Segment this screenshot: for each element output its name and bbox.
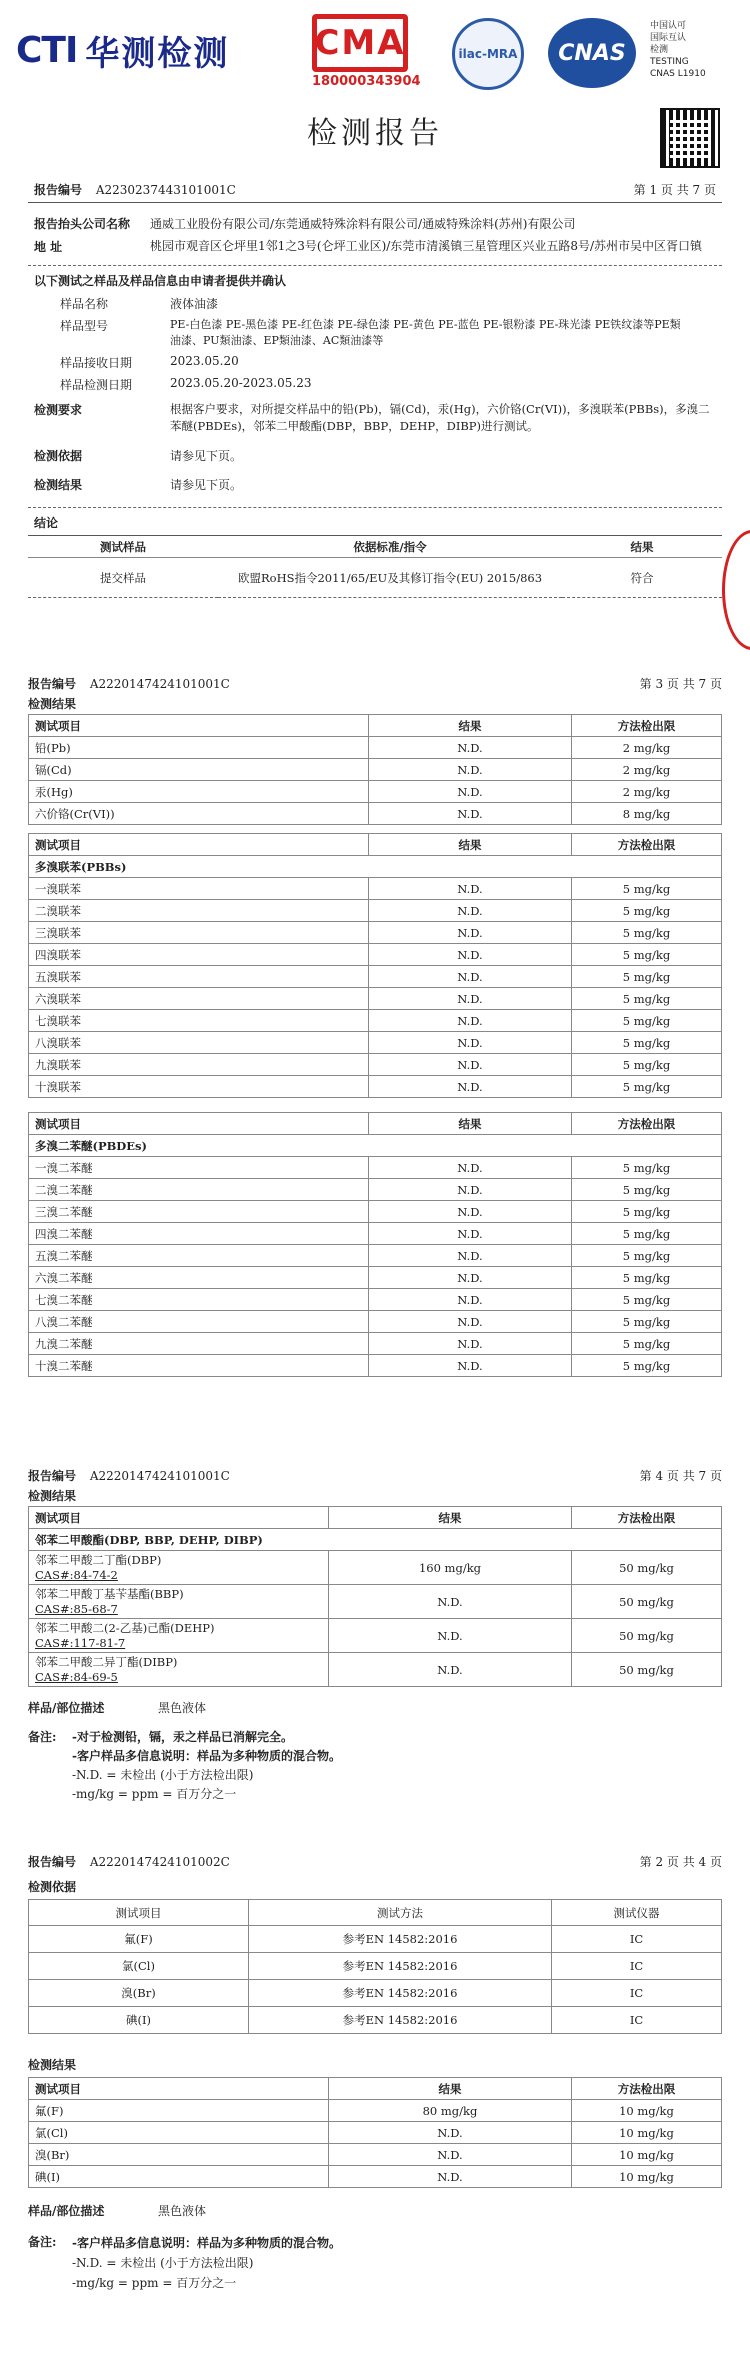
table-row — [29, 2100, 722, 2122]
cell-value: N.D. — [369, 1076, 572, 1098]
note-line: -客户样品多信息说明：样品为多种物质的混合物。 — [72, 2236, 341, 2250]
group-title: 多溴联苯(PBBs) — [29, 856, 722, 878]
cell-value: N.D. — [369, 1201, 572, 1223]
col-header: 测试项目 — [29, 2078, 329, 2100]
report-no-label: 报告编号 — [28, 676, 77, 691]
cell-value: N.D. — [369, 988, 572, 1010]
cell-value: N.D. — [369, 1355, 572, 1377]
table-row — [29, 759, 722, 781]
test-date-label: 样品检测日期 — [60, 378, 133, 392]
cell-item: 氯(Cl) — [29, 2122, 329, 2144]
cell-item: 六溴联苯 — [29, 988, 369, 1010]
col-header: 测试项目 — [29, 1113, 369, 1135]
note-line: -mg/kg = ppm = 百万分之一 — [72, 1787, 237, 1801]
sample-name-value: 液体油漆 — [170, 297, 219, 311]
table-row — [29, 1926, 722, 1953]
cell-item: 三溴联苯 — [29, 922, 369, 944]
table-row — [29, 1223, 722, 1245]
cell-limit: IC — [552, 1926, 722, 1953]
cell-limit: 5 mg/kg — [572, 1054, 722, 1076]
cell-limit: 5 mg/kg — [572, 1267, 722, 1289]
substance-name: 邻苯二甲酸二异丁酯(DIBP) — [35, 1654, 178, 1669]
report-no-label: 报告编号 — [34, 182, 83, 197]
sample-model-value: PE-白色漆 PE-黑色漆 PE-红色漆 PE-绿色漆 PE-黄色 PE-蓝色 PE-银粉漆 PE-珠光漆 PE铁纹漆等PE類油漆、PU類油漆、EP類油漆、AC類油漆等 — [170, 318, 681, 347]
cell-limit: 5 mg/kg — [572, 878, 722, 900]
sample-desc-value: 黑色液体 — [158, 2204, 207, 2218]
table-row — [29, 1076, 722, 1098]
table-row — [29, 1551, 722, 1585]
cnas-line: CNAS L1910 — [650, 69, 706, 79]
cell-limit: 5 mg/kg — [572, 1179, 722, 1201]
cell-item: 二溴二苯醚 — [29, 1179, 369, 1201]
cell-value: N.D. — [369, 1311, 572, 1333]
report-header — [0, 0, 750, 151]
conclusion-result: 符合 — [630, 570, 654, 585]
cell-limit: 5 mg/kg — [572, 900, 722, 922]
table-row — [29, 2122, 722, 2144]
cell-item: 氟(F) — [29, 1926, 249, 1953]
section-title: 检测依据 — [28, 1880, 77, 1894]
cell-value: N.D. — [329, 1619, 572, 1653]
note-line: -N.D. = 未检出 (小于方法检出限) — [72, 2256, 254, 2270]
table-row — [29, 922, 722, 944]
cas-number: CAS#:85-68-7 — [35, 1601, 118, 1616]
conclusion-table — [28, 535, 722, 598]
table-row — [29, 1289, 722, 1311]
report-no-label: 报告编号 — [28, 1854, 77, 1869]
cell-item: 六溴二苯醚 — [29, 1267, 369, 1289]
address-label: 地 址 — [34, 240, 63, 254]
col-header: 结果 — [329, 1507, 572, 1529]
col-header: 测试项目 — [29, 834, 369, 856]
cell-value: N.D. — [369, 900, 572, 922]
cell-item: 九溴二苯醚 — [29, 1333, 369, 1355]
cell-item — [29, 1653, 329, 1687]
cell-limit: 2 mg/kg — [572, 759, 722, 781]
table-row — [29, 1201, 722, 1223]
cell-item: 九溴联苯 — [29, 1054, 369, 1076]
table-row — [29, 1585, 722, 1619]
cell-value: N.D. — [369, 1157, 572, 1179]
cell-value: N.D. — [369, 944, 572, 966]
cell-value: N.D. — [369, 1054, 572, 1076]
table-row — [29, 1355, 722, 1377]
cell-limit: 50 mg/kg — [572, 1653, 722, 1687]
group-title: 邻苯二甲酸酯(DBP, BBP, DEHP, DIBP) — [29, 1529, 722, 1551]
cell-value: 参考EN 14582:2016 — [249, 1926, 552, 1953]
conclusion-header: 测试样品 — [28, 536, 218, 558]
note-line: -mg/kg = ppm = 百万分之一 — [72, 2276, 237, 2290]
table-row — [29, 737, 722, 759]
table-row — [29, 966, 722, 988]
cell-limit: 5 mg/kg — [572, 1010, 722, 1032]
client-value: 通威工业股份有限公司/东莞通威特殊涂料有限公司/通威特殊涂料(苏州)有限公司 — [150, 217, 576, 231]
table-row — [29, 1032, 722, 1054]
group-title: 多溴二苯醚(PBDEs) — [29, 1135, 722, 1157]
notes-label: 备注: — [28, 1730, 57, 1744]
sample-desc-label: 样品/部位描述 — [28, 2204, 105, 2218]
cell-limit: 5 mg/kg — [572, 1223, 722, 1245]
cell-item: 铅(Pb) — [29, 737, 369, 759]
table-row — [29, 900, 722, 922]
sample-model-label: 样品型号 — [60, 319, 109, 333]
note-line: -客户样品多信息说明：样品为多种物质的混合物。 — [72, 1749, 341, 1763]
requirement-label: 检测要求 — [34, 403, 83, 417]
table-row — [29, 1333, 722, 1355]
conclusion-label: 结论 — [34, 516, 59, 530]
pbb-table — [28, 833, 722, 1098]
page-indicator: 第 4 页 共 7 页 — [639, 1468, 722, 1483]
substance-name: 邻苯二甲酸二丁酯(DBP) — [35, 1552, 162, 1567]
cell-item: 溴(Br) — [29, 1980, 249, 2007]
cell-item: 五溴二苯醚 — [29, 1245, 369, 1267]
table-row — [29, 944, 722, 966]
cell-value: N.D. — [329, 1653, 572, 1687]
cnas-line: 检测 — [650, 45, 669, 55]
cell-limit: 50 mg/kg — [572, 1585, 722, 1619]
cell-item: 碘(I) — [29, 2007, 249, 2034]
cma-mark: CMA — [312, 14, 408, 72]
col-header: 结果 — [369, 834, 572, 856]
test-basis-table — [28, 1899, 722, 2034]
conclusion-standard: 欧盟RoHS指令2011/65/EU及其修订指令(EU) 2015/863 — [237, 570, 543, 585]
col-header: 测试仪器 — [552, 1900, 722, 1926]
cell-item: 镉(Cd) — [29, 759, 369, 781]
cell-item: 三溴二苯醚 — [29, 1201, 369, 1223]
table-row — [29, 1245, 722, 1267]
section-title: 检测结果 — [28, 697, 77, 711]
cma-number: 180000343904 — [312, 74, 421, 89]
col-header: 方法检出限 — [572, 715, 722, 737]
cell-item: 八溴联苯 — [29, 1032, 369, 1054]
cell-value: N.D. — [369, 737, 572, 759]
report-page-1 — [0, 176, 750, 598]
cell-item: 六价铬(Cr(VI)) — [29, 803, 369, 825]
halogen-result-table — [28, 2077, 722, 2188]
cell-limit: 5 mg/kg — [572, 1157, 722, 1179]
result-value: 请参见下页。 — [170, 478, 243, 492]
table-row — [29, 1010, 722, 1032]
cell-item: 氟(F) — [29, 2100, 329, 2122]
cell-value: N.D. — [329, 2166, 572, 2188]
cell-value: N.D. — [329, 2122, 572, 2144]
cell-item — [29, 1551, 329, 1585]
address-value: 桃园市观音区仑坪里1邻1之3号(仑坪工业区)/东莞市清溪镇三星管理区兴业五路8号/苏州市吴中区胥口镇 — [150, 239, 702, 253]
report-no-label: 报告编号 — [28, 1468, 77, 1483]
cell-value: N.D. — [369, 803, 572, 825]
cell-value: 80 mg/kg — [329, 2100, 572, 2122]
cas-number: CAS#:84-74-2 — [35, 1567, 118, 1582]
page-indicator: 第 2 页 共 4 页 — [639, 1854, 722, 1869]
col-header: 测试项目 — [29, 1900, 249, 1926]
cell-limit: 5 mg/kg — [572, 1311, 722, 1333]
cell-limit: 5 mg/kg — [572, 1355, 722, 1377]
col-header: 方法检出限 — [572, 2078, 722, 2100]
table-row — [29, 1179, 722, 1201]
cell-item: 五溴联苯 — [29, 966, 369, 988]
cell-value: N.D. — [369, 759, 572, 781]
cell-limit: 50 mg/kg — [572, 1551, 722, 1585]
cell-value: 参考EN 14582:2016 — [249, 2007, 552, 2034]
test-date-value: 2023.05.20-2023.05.23 — [170, 376, 312, 390]
table-row — [29, 1953, 722, 1980]
table-row — [29, 1619, 722, 1653]
note-line: -对于检测铅，镉，汞之样品已消解完全。 — [72, 1730, 293, 1744]
conclusion-sample: 提交样品 — [100, 570, 146, 585]
cell-limit: 10 mg/kg — [572, 2166, 722, 2188]
cti-logo — [16, 26, 229, 75]
cell-limit: 2 mg/kg — [572, 737, 722, 759]
cell-value: N.D. — [369, 1267, 572, 1289]
table-row — [29, 1267, 722, 1289]
table-row — [29, 1653, 722, 1687]
cell-value: N.D. — [329, 1585, 572, 1619]
cnas-logo: CNAS — [548, 18, 636, 88]
cma-logo — [312, 14, 421, 89]
table-row — [29, 2007, 722, 2034]
cell-limit: 10 mg/kg — [572, 2144, 722, 2166]
sample-desc-value: 黑色液体 — [158, 1701, 207, 1715]
ilac-mra-logo: ilac-MRA — [452, 18, 524, 90]
receive-date-value: 2023.05.20 — [170, 354, 239, 368]
table-row — [29, 803, 722, 825]
table-row — [29, 1311, 722, 1333]
col-header: 测试项目 — [29, 715, 369, 737]
cell-value: N.D. — [369, 922, 572, 944]
cell-value: N.D. — [369, 966, 572, 988]
report-title: 检测报告 — [307, 116, 443, 151]
report-page-3 — [0, 672, 750, 1377]
col-header: 方法检出限 — [572, 834, 722, 856]
notes-label: 备注: — [28, 2235, 57, 2249]
cell-limit: 5 mg/kg — [572, 966, 722, 988]
cell-item: 一溴联苯 — [29, 878, 369, 900]
cnas-line: 中国认可 — [650, 21, 687, 31]
section-title: 检测结果 — [28, 2058, 77, 2072]
cell-value: N.D. — [369, 1010, 572, 1032]
cell-limit: 5 mg/kg — [572, 1245, 722, 1267]
cell-item: 一溴二苯醚 — [29, 1157, 369, 1179]
report-page-2 — [0, 1850, 750, 2293]
cell-item: 碘(I) — [29, 2166, 329, 2188]
cell-item: 七溴二苯醚 — [29, 1289, 369, 1311]
cti-logo-cn: 华测检测 — [85, 34, 230, 74]
col-header: 方法检出限 — [572, 1113, 722, 1135]
table-row — [29, 1157, 722, 1179]
table-row — [29, 1980, 722, 2007]
cell-limit: IC — [552, 1980, 722, 2007]
cell-value: N.D. — [329, 2144, 572, 2166]
cell-limit: 8 mg/kg — [572, 803, 722, 825]
col-header: 结果 — [369, 715, 572, 737]
phthalate-table — [28, 1506, 722, 1687]
cell-limit: 10 mg/kg — [572, 2100, 722, 2122]
cell-value: N.D. — [369, 1032, 572, 1054]
cell-limit: 5 mg/kg — [572, 944, 722, 966]
report-no-value: A2220147424101002C — [89, 1854, 230, 1869]
cell-limit: 10 mg/kg — [572, 2122, 722, 2144]
cell-item: 四溴联苯 — [29, 944, 369, 966]
table-row — [29, 2166, 722, 2188]
cell-item: 八溴二苯醚 — [29, 1311, 369, 1333]
cell-item: 溴(Br) — [29, 2144, 329, 2166]
sample-desc-label: 样品/部位描述 — [28, 1701, 105, 1715]
basis-value: 请参见下页。 — [170, 449, 243, 463]
report-no-value: A2230237443101001C — [95, 182, 236, 197]
info-heading: 以下测试之样品及样品信息由申请者提供并确认 — [34, 274, 287, 288]
pbde-table — [28, 1112, 722, 1377]
cell-item: 二溴联苯 — [29, 900, 369, 922]
cell-limit: 5 mg/kg — [572, 1032, 722, 1054]
col-header: 测试项目 — [29, 1507, 329, 1529]
table-row — [29, 781, 722, 803]
cell-value: 160 mg/kg — [329, 1551, 572, 1585]
conclusion-header: 依据标准/指令 — [218, 536, 562, 558]
col-header: 结果 — [329, 2078, 572, 2100]
substance-name: 邻苯二甲酸丁基苄基酯(BBP) — [35, 1586, 184, 1601]
qr-code-icon — [660, 108, 720, 168]
sample-name-label: 样品名称 — [60, 297, 109, 311]
cell-limit: 5 mg/kg — [572, 922, 722, 944]
cell-value: 参考EN 14582:2016 — [249, 1953, 552, 1980]
cell-item: 氯(Cl) — [29, 1953, 249, 1980]
cas-number: CAS#:117-81-7 — [35, 1635, 126, 1650]
report-no-value: A2220147424101001C — [89, 676, 230, 691]
cell-item: 十溴联苯 — [29, 1076, 369, 1098]
cell-limit: 2 mg/kg — [572, 781, 722, 803]
cti-logo-text: CTI — [16, 30, 78, 71]
basis-label: 检测依据 — [34, 449, 83, 463]
cell-limit: 50 mg/kg — [572, 1619, 722, 1653]
cell-item — [29, 1585, 329, 1619]
note-line: -N.D. = 未检出 (小于方法检出限) — [72, 1768, 254, 1782]
cell-value: N.D. — [369, 781, 572, 803]
substance-name: 邻苯二甲酸二(2-乙基)己酯(DEHP) — [35, 1620, 215, 1635]
cell-limit: IC — [552, 2007, 722, 2034]
cell-limit: 5 mg/kg — [572, 1076, 722, 1098]
requirement-value: 根据客户要求，对所提交样品中的铅(Pb)，镉(Cd)，汞(Hg)，六价铬(Cr(VI))，多溴联苯(PBBs)，多溴二苯醚(PBDEs)，邻苯二甲酸酯(DBP，BBP，DEHP，DIBP)进行测试。 — [170, 402, 710, 433]
col-header: 测试方法 — [249, 1900, 552, 1926]
receive-date-label: 样品接收日期 — [60, 356, 133, 370]
cell-limit: 5 mg/kg — [572, 1333, 722, 1355]
cell-value: N.D. — [369, 1289, 572, 1311]
report-page-4 — [0, 1464, 750, 1804]
result-label: 检测结果 — [34, 478, 83, 492]
cell-item: 七溴联苯 — [29, 1010, 369, 1032]
cell-value: N.D. — [369, 1333, 572, 1355]
client-label: 报告抬头公司名称 — [34, 217, 131, 231]
cell-value: N.D. — [369, 878, 572, 900]
col-header: 结果 — [369, 1113, 572, 1135]
cell-item: 汞(Hg) — [29, 781, 369, 803]
cell-item: 十溴二苯醚 — [29, 1355, 369, 1377]
cell-value: N.D. — [369, 1245, 572, 1267]
cell-limit: 5 mg/kg — [572, 1289, 722, 1311]
table-row — [29, 988, 722, 1010]
cell-value: 参考EN 14582:2016 — [249, 1980, 552, 2007]
page-indicator: 第 3 页 共 7 页 — [639, 676, 722, 691]
page-indicator: 第 1 页 共 7 页 — [633, 182, 716, 197]
cnas-line: 国际互认 — [650, 33, 687, 43]
report-no-value: A2220147424101001C — [89, 1468, 230, 1483]
cas-number: CAS#:84-69-5 — [35, 1669, 118, 1684]
conclusion-header: 结果 — [562, 536, 722, 558]
table-row — [29, 1054, 722, 1076]
cell-limit: 5 mg/kg — [572, 988, 722, 1010]
cell-value: N.D. — [369, 1223, 572, 1245]
cell-value: N.D. — [369, 1179, 572, 1201]
cell-limit: 5 mg/kg — [572, 1201, 722, 1223]
cell-limit: IC — [552, 1953, 722, 1980]
cell-item: 四溴二苯醚 — [29, 1223, 369, 1245]
table-row — [29, 878, 722, 900]
cnas-accreditation-text — [650, 20, 706, 80]
col-header: 方法检出限 — [572, 1507, 722, 1529]
table-row — [29, 2144, 722, 2166]
cell-item — [29, 1619, 329, 1653]
heavy-metal-table — [28, 714, 722, 825]
cnas-line: TESTING — [650, 57, 689, 67]
section-title: 检测结果 — [28, 1489, 77, 1503]
